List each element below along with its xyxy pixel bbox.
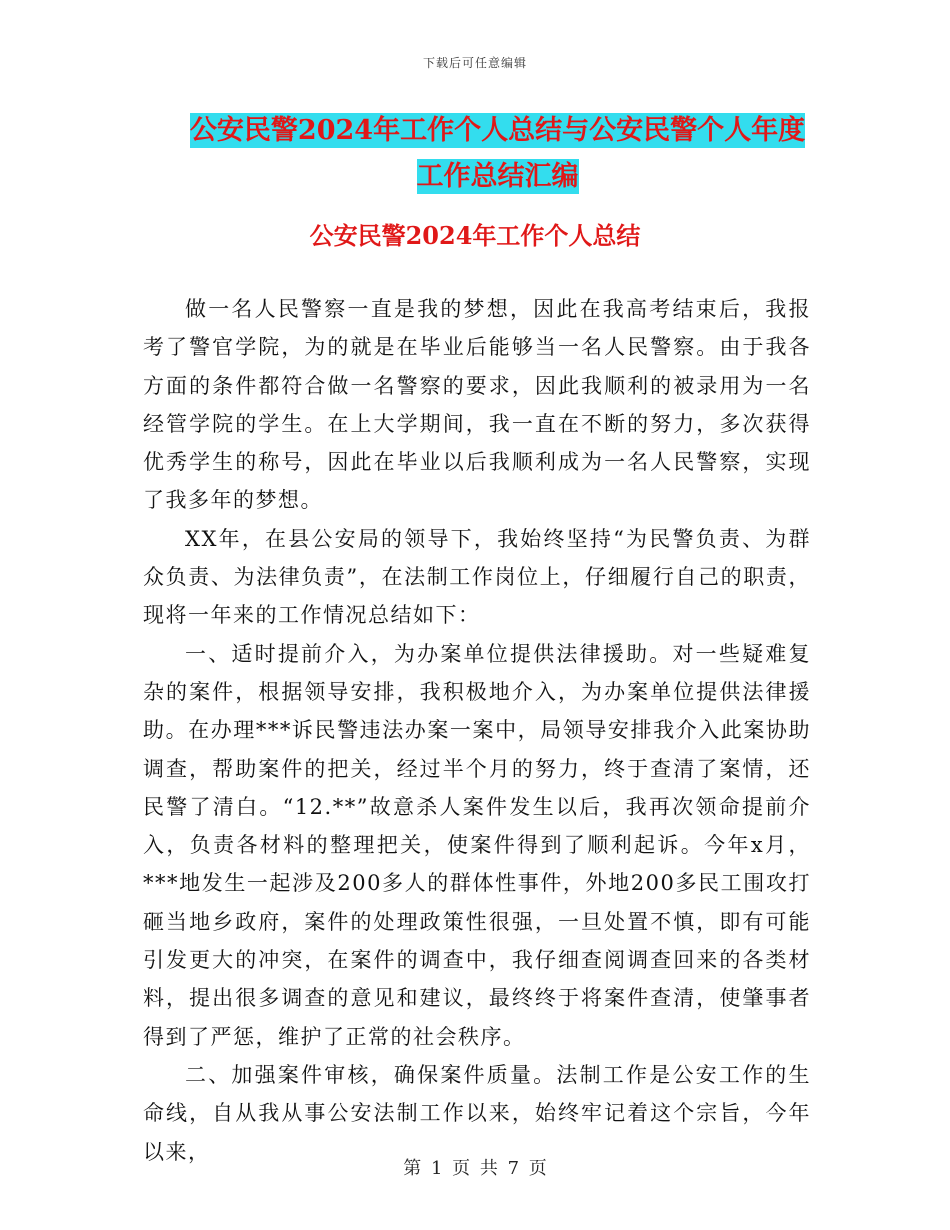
- paragraph: 二、加强案件审核，确保案件质量。法制工作是公安工作的生命线，自从我从事公安法制工作以来，始终牢记着这个宗旨，今年以来，: [143, 1062, 811, 1164]
- paragraph: 一、适时提前介入，为办案单位提供法律援助。对一些疑难复杂的案件，根据领导安排，我积极地介入，为办案单位提供法律援助。在办理***诉民警违法办案一案中，局领导安排我介入此案协助调查，帮助案件的把关，经过半个月的努力，终于查清了案情，还民警了清白。“12.**”故意杀人案件发生以后，我再次领命提前介入，负责各材料的整理把关，使案件得到了顺利起诉。今年x月，***地发生一起涉及200多人的群体性事件，外地200多民工围攻打砸当地乡政府，案件的处理政策性很强，一旦处置不慎，即有可能引发更大的冲突，在案件的调查中，我仔细查阅调查回来的各类材料，提出很多调查的意见和建议，最终终于将案件查清，使肇事者得到了严惩，维护了正常的社会秩序。: [143, 641, 811, 1049]
- document-title: [185, 108, 810, 200]
- paragraph: 做一名人民警察一直是我的梦想，因此在我高考结束后，我报考了警官学院，为的就是在毕业后能够当一名人民警察。由于我各方面的条件都符合做一名警察的要求，因此我顺利的被录用为一名经管学院的学生。在上大学期间，我一直在不断的努力，多次获得优秀学生的称号，因此在毕业以后我顺利成为一名人民警察，实现了我多年的梦想。: [143, 297, 811, 513]
- header-note: 下载后可任意编辑: [422, 56, 527, 70]
- document-body: [143, 290, 811, 1171]
- section-title: 公安民警2024年工作个人总结: [309, 221, 641, 250]
- page-number-footer: 第 1 页 共 7 页: [403, 1158, 547, 1179]
- document-title-text: 公安民警2024年工作个人总结与公安民警个人年度工作总结汇编: [189, 115, 806, 192]
- paragraph: XX年，在县公安局的领导下，我始终坚持“为民警负责、为群众负责、为法律负责”，在法制工作岗位上，仔细履行自己的职责，现将一年来的工作情况总结如下：: [143, 526, 811, 628]
